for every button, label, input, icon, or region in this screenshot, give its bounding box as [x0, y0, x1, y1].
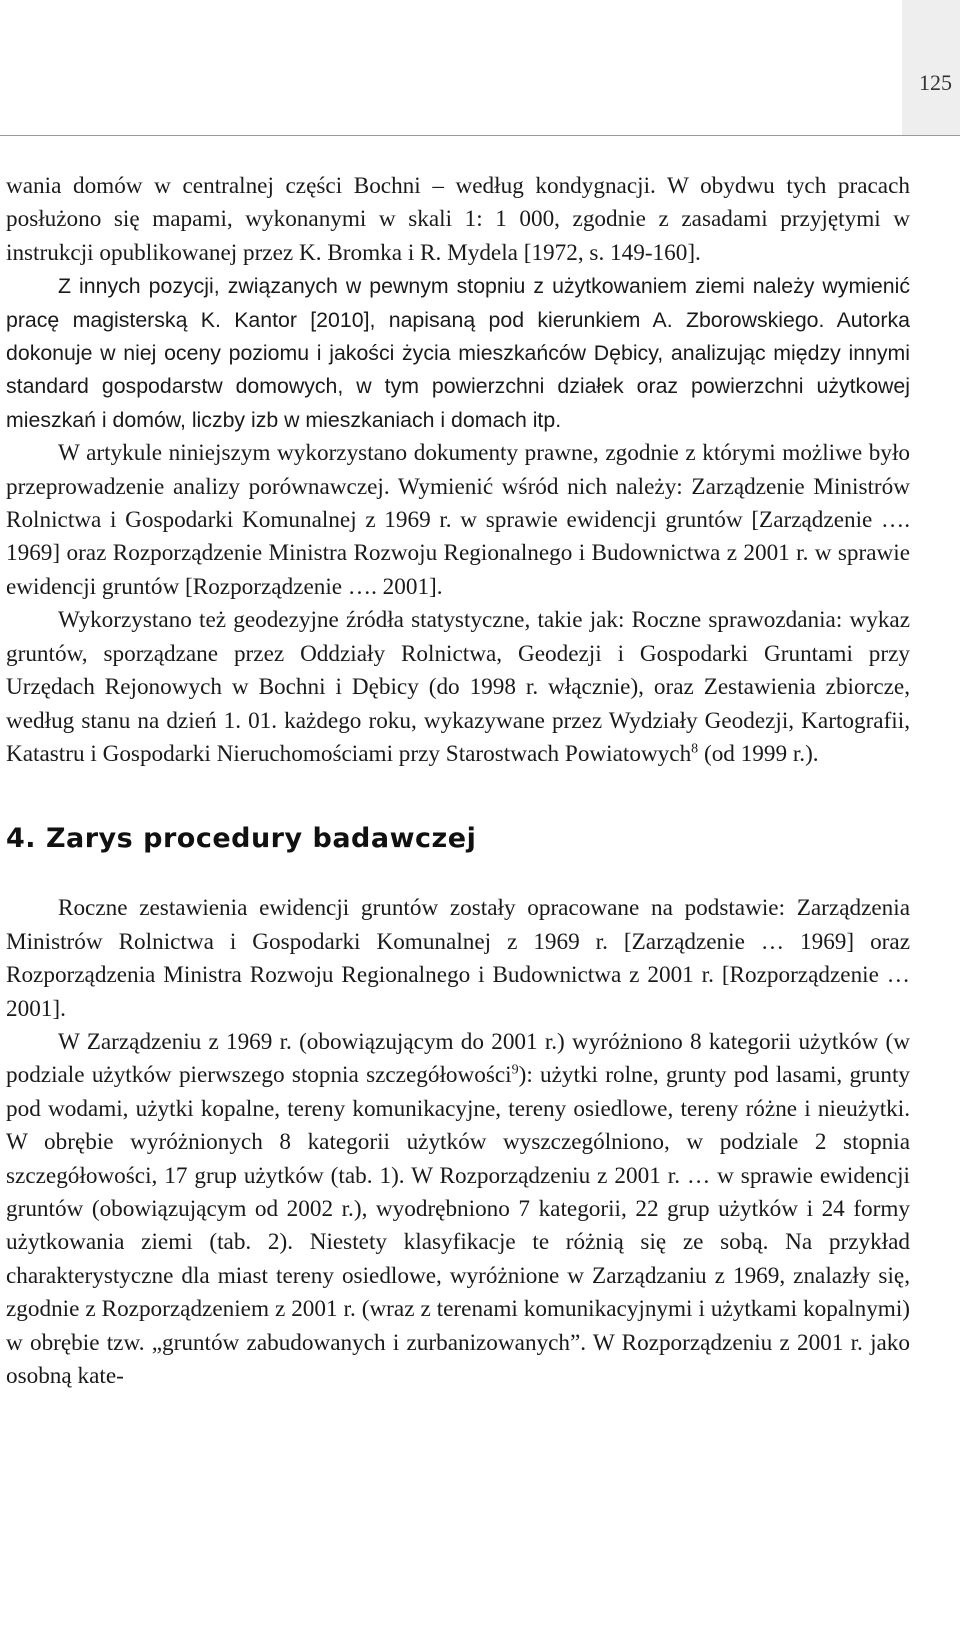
paragraph-continuation: wania domów w centralnej części Bochni – według kondygnacji. W obydwu tych pracach posłużono się mapami, wykonanymi w skali 1: 1 000, zgodnie z zasadami przyjętymi w instrukcji opublikowanej przez K. Bromka i R. Mydela [1972, s. 149-160].: [6, 173, 910, 266]
paragraph-kantor: Z innych pozycji, związanych w pewnym stopniu z użytkowaniem ziemi należy wymienić pracę magisterską K. Kantor [2010], napisaną pod kierunkiem A. Zborowskiego. Autorka dokonuje w niej oceny poziomu i jakości życia mieszkańców Dębicy, analizując między innymi standard gospodarstw domowych, w tym powierzchni działek oraz powierzchni użytkowej mieszkań i domów, liczby izb w mieszkaniach i domach itp.: [6, 274, 910, 432]
paragraph-legal-documents: W artykule niniejszym wykorzystano dokumenty prawne, zgodnie z którymi możliwe było przeprowadzenie analizy porównawczej. Wymienić wśród nich należy: Zarządzenie Ministrów Rolnictwa i Gospodarki Komunalnej z 1969 r. w sprawie ewidencji gruntów [Zarządzenie …. 1969] oraz Rozporządzenie Ministra Rozwoju Regionalnego i Budownictwa z 2001 r. w sprawie ewidencji gruntów [Rozporządzenie …. 2001].: [6, 440, 910, 600]
paragraph-text: Wykorzystano też geodezyjne źródła statystyczne, takie jak: Roczne sprawozdania: wykaz gruntów, sporządzane przez Oddziały Rolnictwa, Geodezji i Gospodarki Gruntami przy Urzędach Rejonowych w Bochni i Dębicy (do 1998 r. włącznie), oraz Zestawienia zbiorcze, według stanu na dzień 1. 01. każdego roku, wykazywane przez Wydziały Geodezji, Kartografii, Katastru i Gospodarki Nieruchomościami przy Starostwach Powiatowych: [6, 607, 910, 767]
page-number: 125: [919, 70, 952, 95]
paragraph-text: (od 1999 r.).: [698, 740, 819, 767]
header-rule: [0, 135, 960, 136]
paragraph-text: ): użytki rolne, grunty pod lasami, grunty pod wodami, użytki kopalne, tereny komunikacyjne, tereny osiedlowe, tereny różne i nieużytki. W obrębie wyróżnionych 8 kategorii użytków wyszczególniono, w podziale 2 stopnia szczegółowości, 17 grup użytków (tab. 1). W Rozporządzeniu z 2001 r. … w sprawie ewidencji gruntów (obowiązującym od 2002 r.), wyodrębniono 7 kategorii, 22 grup użytków i 24 formy użytkowania ziemi (tab. 2). Niestety klasyfikacje te różnią się ze sobą. Na przykład charakterystyczne dla miast tereny osiedlowe, wyróżnione w Zarządzaniu z 1969, znalazły się, zgodnie z Rozporządzeniem z 2001 r. (wraz z terenami komunikacyjnymi i użytkami kopalnymi) w obrębie tzw. „gruntów zabudowanych i zurbanizowanych”. W Rozporządzeniu z 2001 r. jako osobną kate-: [6, 1062, 910, 1389]
paragraph-annual-statements: Roczne zestawienia ewidencji gruntów zostały opracowane na podstawie: Zarządzenia Ministrów Rolnictwa i Gospodarki Komunalnej z 1969 r. [Zarządzenie … 1969] oraz Rozporządzenia Ministra Rozwoju Regionalnego i Budownictwa z 2001 r. [Rozporządzenie … 2001].: [6, 895, 910, 1022]
paragraph-text: W Zarządzeniu z 1969 r. (obowiązującym do 2001 r.) wyróżniono 8 kategorii użytków (w podziale użytków pierwszego stopnia szczegółowości: [6, 1028, 910, 1089]
paragraph-statistical-sources: [6, 604, 910, 771]
page-corner-tab: [902, 0, 960, 135]
footnote-ref-8[interactable]: 8: [691, 741, 699, 757]
footnote-ref-9[interactable]: 9: [511, 1062, 519, 1078]
paragraph-categories: [6, 1026, 910, 1393]
page-body: [6, 170, 910, 1393]
section-heading: 4. Zarys procedury badawczej: [6, 823, 477, 855]
